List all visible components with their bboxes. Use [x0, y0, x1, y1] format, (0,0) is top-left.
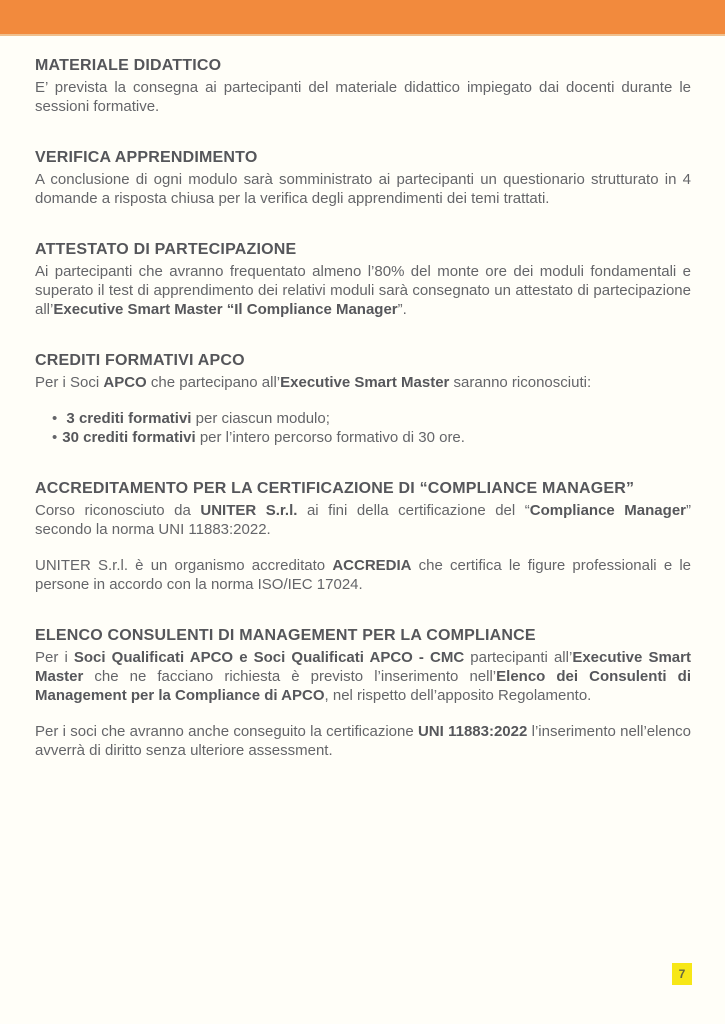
bold-text-run: 30 crediti formativi: [62, 429, 196, 446]
bold-text-run: APCO: [103, 374, 147, 391]
section-heading: CREDITI FORMATIVI APCO: [35, 352, 245, 369]
page-number-badge: 7: [672, 963, 692, 985]
text-run: per l’intero percorso formativo di 30 ore.: [195, 429, 465, 446]
content-section: [35, 148, 691, 208]
text-run: , nel rispetto dell’apposito Regolamento.: [324, 687, 592, 704]
bullet-icon: •: [52, 410, 58, 427]
text-run: l’inserimento nell’elenco avverrà di diritto senza ulteriore assessment.: [35, 723, 692, 759]
section-heading: MATERIALE DIDATTICO: [35, 57, 222, 74]
text-run: UNITER S.r.l. è un organismo accreditato: [35, 557, 333, 574]
section-heading: VERIFICA APPRENDIMENTO: [35, 149, 258, 166]
paragraph: [35, 78, 691, 116]
bullet-item: [35, 409, 691, 428]
bold-text-run: 3 crediti formativi: [62, 410, 192, 427]
bold-text-run: Soci Qualificati APCO e Soci Qualificati APCO - CMC: [73, 649, 465, 666]
text-run: Per i soci che avranno anche conseguito la certificazione: [35, 723, 418, 740]
section-heading: ATTESTATO DI PARTECIPAZIONE: [35, 241, 297, 258]
text-run: ”.: [397, 301, 407, 318]
paragraph: [35, 556, 691, 594]
text-run: partecipanti all’: [464, 649, 573, 666]
text-run: E’ prevista la consegna ai partecipanti del materiale didattico impiegato dai docenti durante le sessioni formative.: [35, 79, 691, 115]
text-run: A conclusione di ogni modulo sarà somministrato ai partecipanti un questionario strutturato in 4 domande a risposta chiusa per la verifica degli apprendimenti dei temi trattati.: [35, 171, 691, 207]
bold-text-run: Executive Smart Master: [35, 649, 691, 685]
text-run: che ne facciano richiesta è previsto l’inserimento nell’: [83, 668, 497, 685]
text-run: ” secondo la norma UNI 11883:2022.: [35, 502, 691, 538]
content-section: [35, 479, 691, 594]
page-content: [0, 36, 725, 760]
text-run: per ciascun modulo;: [191, 410, 330, 427]
content-section: [35, 351, 691, 447]
sections: [35, 56, 691, 760]
bold-text-run: Executive Smart Master “Il Compliance Manager: [53, 301, 398, 318]
paragraph: [35, 501, 691, 539]
paragraph: [35, 170, 691, 208]
text-run: che partecipano all’: [146, 374, 281, 391]
top-accent-band: [0, 0, 725, 36]
bold-text-run: Compliance Manager: [529, 502, 686, 519]
bold-text-run: UNI 11883:2022: [417, 723, 528, 740]
bold-text-run: Executive Smart Master: [280, 374, 450, 391]
section-heading: ELENCO CONSULENTI DI MANAGEMENT PER LA COMPLIANCE: [35, 627, 536, 644]
bold-text-run: Elenco dei Consulenti di Management per la Compliance di APCO: [35, 668, 691, 704]
bold-text-run: UNITER S.r.l.: [200, 502, 298, 519]
text-run: Ai partecipanti che avranno frequentato almeno l’80% del monte ore dei moduli fondamentali e superato il test di apprendimento dei relativi moduli sarà consegnato un attestato di partecipazione all’: [35, 263, 691, 318]
content-section: [35, 240, 691, 319]
text-run: Corso riconosciuto da: [35, 502, 201, 519]
bold-text-run: ACCREDIA: [332, 557, 412, 574]
section-heading: ACCREDITAMENTO PER LA CERTIFICAZIONE DI “COMPLIANCE MANAGER”: [35, 480, 635, 497]
paragraph: [35, 373, 691, 392]
paragraph: [35, 648, 691, 705]
text-run: che certifica le figure professionali e le persone in accordo con la norma ISO/IEC 17024.: [35, 557, 692, 593]
content-section: [35, 56, 691, 116]
text-run: saranno riconosciuti:: [449, 374, 592, 391]
paragraph: [35, 262, 691, 319]
text-run: Per i Soci: [35, 374, 104, 391]
text-run: Per i: [35, 649, 74, 666]
content-section: [35, 626, 691, 760]
text-run: ai fini della certificazione del “: [297, 502, 530, 519]
bullet-item: [35, 428, 691, 447]
bullet-icon: •: [52, 429, 58, 446]
paragraph: [35, 722, 691, 760]
